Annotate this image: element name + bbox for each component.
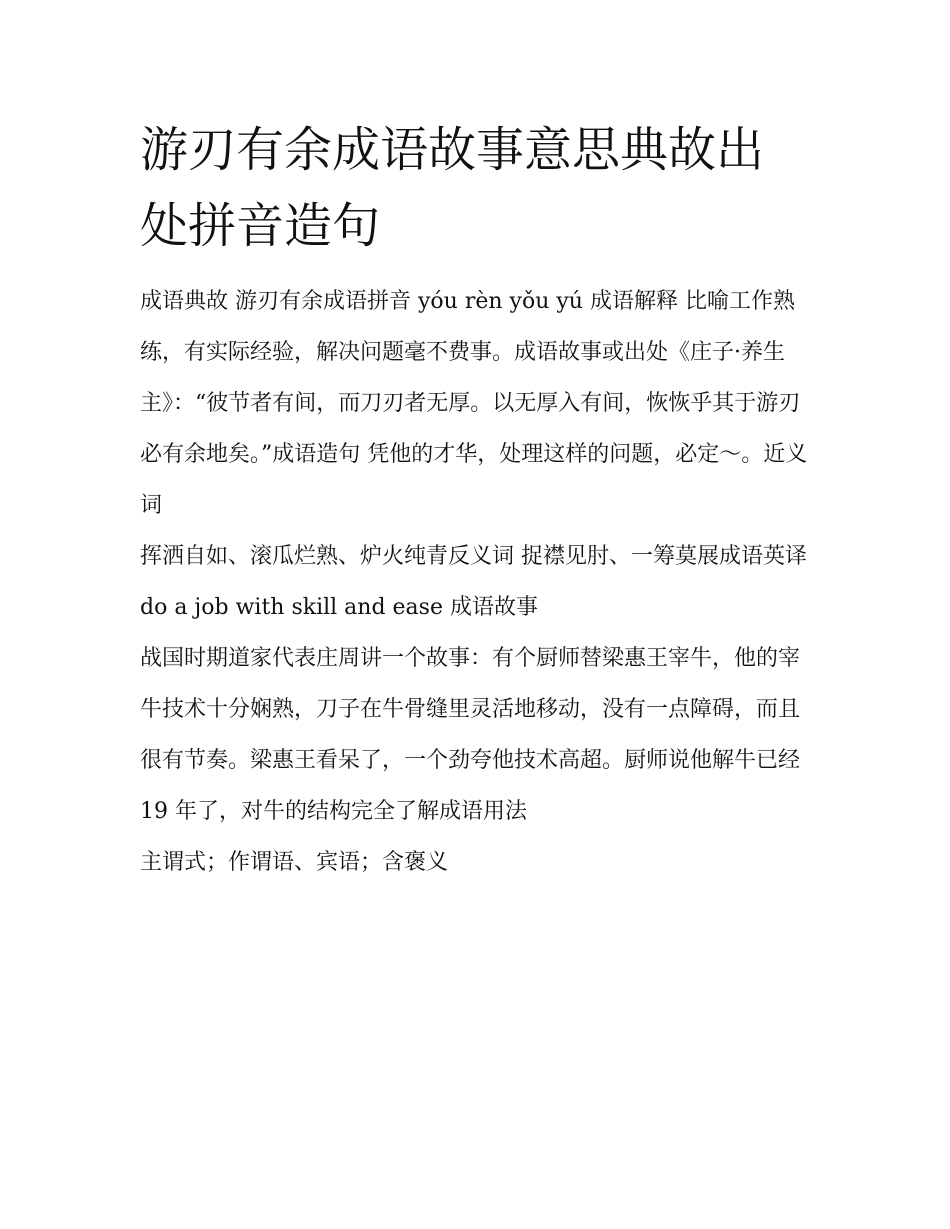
document-body <box>140 276 820 888</box>
paragraph-synonyms-antonyms: 挥洒自如、滚瓜烂熟、炉火纯青反义词 捉襟见肘、一筹莫展成语英译 do a job with skill and ease 成语故事 <box>140 544 807 620</box>
paragraph-idiom-info: 成语典故 游刃有余成语拼音 yóu rèn yǒu yú 成语解释 比喻工作熟练，有实际经验，解决问题毫不费事。成语故事或出处《庄子·养生主》：“彼节者有间，而刀刃者无厚。以无厚入有间，恢恢乎其于游刃必有余地矣。”成语造句 凭他的才华，处理这样的问题，必定～。近义词 <box>140 289 808 518</box>
paragraph-usage: 主谓式；作谓语、宾语；含褒义 <box>140 850 449 875</box>
paragraph-story: 战国时期道家代表庄周讲一个故事：有个厨师替梁惠王宰牛，他的宰牛技术十分娴熟，刀子在牛骨缝里灵活地移动，没有一点障碍，而且很有节奏。梁惠王看呆了，一个劲夸他技术高超。厨师说他解牛已经 19 年了，对牛的结构完全了解成语用法 <box>140 646 801 824</box>
page-title: 游刃有余成语故事意思典故出处拼音造句 <box>140 122 765 254</box>
